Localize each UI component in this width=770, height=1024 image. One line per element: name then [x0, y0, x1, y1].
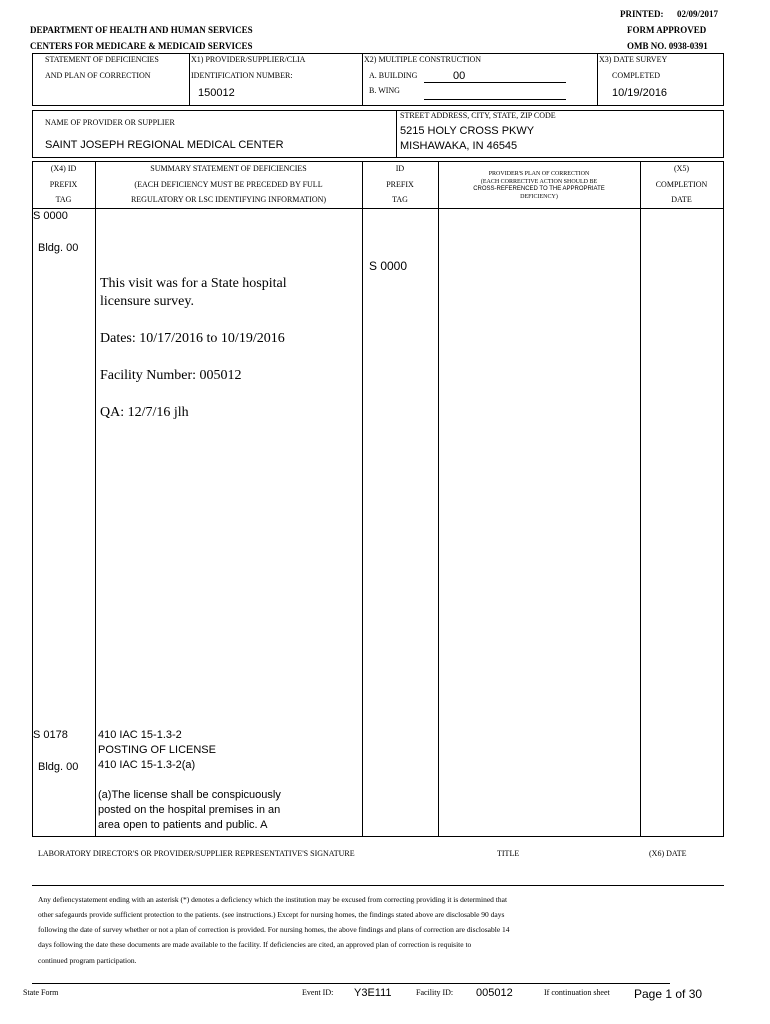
facility-id: 005012	[476, 987, 513, 999]
x1-label-1: X1) PROVIDER/SUPPLIER/CLIA	[191, 55, 306, 64]
id-header-1: ID	[395, 164, 405, 173]
regulation-title: POSTING OF LICENSE	[98, 744, 216, 756]
signature-label: LABORATORY DIRECTOR'S OR PROVIDER/SUPPLIER REPRESENTATIVE'S SIGNATURE	[38, 849, 355, 858]
visit-text-1: This visit was for a State hospital	[100, 276, 287, 291]
address-label: STREET ADDRESS, CITY, STATE, ZIP CODE	[400, 111, 556, 120]
statement-label-1: STATEMENT OF DEFICIENCIES	[45, 55, 159, 64]
x4-header-1: (X4) ID	[50, 164, 77, 173]
id-header-3: TAG	[392, 195, 408, 204]
disclaimer-line-4: days following the date these documents are made available to the facility. If deficiencies are cited, an approved plan of correction is requisite to	[38, 940, 472, 949]
summary-header-2: (EACH DEFICIENCY MUST BE PRECEDED BY FULL	[134, 180, 323, 189]
statement-label-2: AND PLAN OF CORRECTION	[45, 71, 151, 80]
form-approved: FORM APPROVED	[627, 25, 707, 35]
wing-label: B. WING	[369, 86, 400, 95]
continuation-label: If continuation sheet	[544, 988, 610, 997]
license-text-2: posted on the hospital premises in an	[98, 804, 281, 816]
facility-id-label: Facility ID:	[416, 988, 454, 997]
plan-header-1: PROVIDER'S PLAN OF CORRECTION	[488, 171, 590, 177]
omb-number: OMB NO. 0938-0391	[627, 41, 708, 51]
survey-completed-date: 10/19/2016	[612, 87, 668, 99]
department-title: DEPARTMENT OF HEALTH AND HUMAN SERVICES	[30, 25, 253, 35]
survey-dates: Dates: 10/17/2016 to 10/19/2016	[100, 331, 285, 346]
x3-label: X3) DATE SURVEY	[599, 55, 668, 64]
x5-header-1: (X5)	[673, 164, 690, 173]
disclaimer-line-3: following the date of survey whether or not a plan of correction is provided. For nursing homes, the above findings and plans of correction are disclosable 14	[38, 925, 510, 934]
provider-name-label: NAME OF PROVIDER OR SUPPLIER	[45, 118, 175, 127]
plan-header-3: CROSS-REFERENCED TO THE APPROPRIATE	[473, 186, 605, 192]
building-value: 00	[453, 70, 466, 82]
regulation-2: 410 IAC 15-1.3-2(a)	[98, 759, 196, 771]
completed-label: COMPLETED	[612, 71, 660, 80]
bldg-label-1: Bldg. 00	[38, 242, 79, 254]
bldg-label-2: Bldg. 00	[38, 761, 79, 773]
printed-label: PRINTED:	[620, 9, 664, 19]
x6-date-label: (X6) DATE	[649, 849, 687, 858]
provider-id-number: 150012	[198, 87, 235, 99]
centers-title: CENTERS FOR MEDICARE & MEDICAID SERVICES	[30, 41, 253, 51]
printed-date: 02/09/2017	[677, 9, 719, 19]
license-text-3: area open to patients and public. A	[98, 819, 268, 831]
disclaimer-line-2: other safegaurds provide sufficient protection to the patients. (see instructions.) Except for nursing homes, the findings stated above are disclosable 90 days	[38, 910, 505, 919]
visit-text-2: licensure survey.	[100, 294, 194, 309]
city-state-zip: MISHAWAKA, IN 46545	[400, 140, 518, 152]
facility-number: Facility Number: 005012	[100, 368, 242, 383]
license-text-1: (a)The license shall be conspicuously	[98, 789, 281, 801]
page-number: Page 1 of 30	[634, 987, 703, 1001]
tag-s0178: S 0178	[33, 729, 68, 741]
title-label: TITLE	[497, 849, 520, 858]
provider-name: SAINT JOSEPH REGIONAL MEDICAL CENTER	[45, 139, 284, 151]
tag-s0000: S 0000	[33, 210, 68, 222]
disclaimer-line-5: continued program participation.	[38, 956, 137, 965]
id-header-2: PREFIX	[386, 180, 414, 189]
x1-label-2: IDENTIFICATION NUMBER:	[191, 71, 293, 80]
building-label: A. BUILDING	[369, 71, 418, 80]
regulation-1: 410 IAC 15-1.3-2	[98, 729, 182, 741]
x4-header-3: TAG	[55, 195, 72, 204]
disclaimer-line-1: Any defiencystatement ending with an asterisk (*) denotes a deficiency which the institution may be excused from correcting providing it is determined that	[38, 895, 508, 904]
qa-note: QA: 12/7/16 jlh	[100, 405, 189, 420]
summary-header-1: SUMMARY STATEMENT OF DEFICIENCIES	[150, 164, 307, 173]
summary-header-3: REGULATORY OR LSC IDENTIFYING INFORMATION)	[130, 195, 327, 204]
x4-header-2: PREFIX	[49, 180, 78, 189]
x5-header-2: COMPLETION	[655, 180, 708, 189]
event-id: Y3E111	[354, 987, 392, 999]
x5-header-3: DATE	[671, 195, 692, 204]
state-form-label: State Form	[23, 988, 59, 997]
street-address: 5215 HOLY CROSS PKWY	[400, 125, 535, 137]
right-tag-s0000: S 0000	[369, 259, 408, 273]
x2-label: X2) MULTIPLE CONSTRUCTION	[364, 55, 482, 64]
event-id-label: Event ID:	[302, 988, 334, 997]
plan-header-2: (EACH CORRECTIVE ACTION SHOULD BE	[480, 179, 598, 185]
plan-header-4: DEFICIENCY)	[520, 194, 558, 200]
